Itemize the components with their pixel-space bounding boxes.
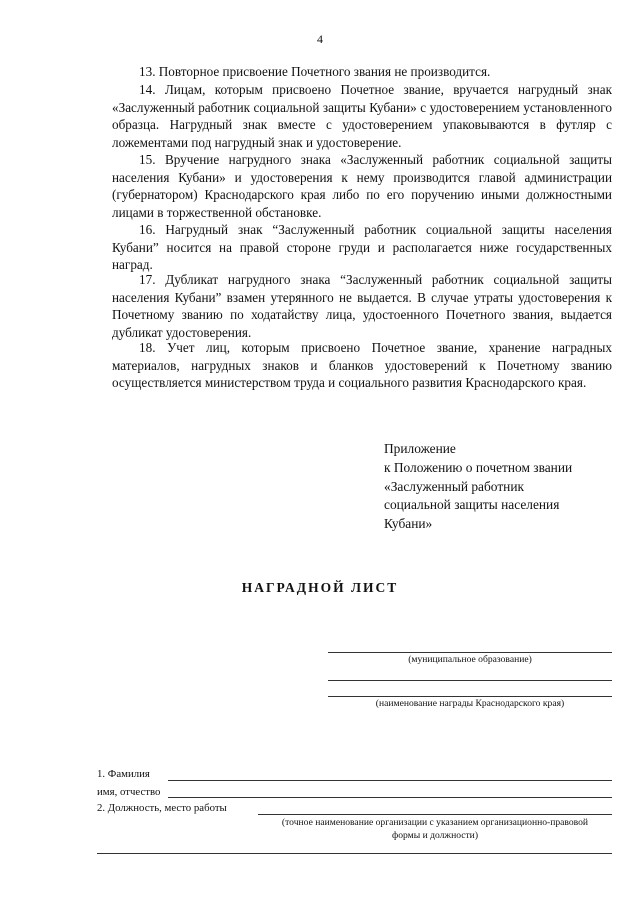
appendix-note [384, 440, 624, 534]
award-caption: (наименование награды Краснодарского края) [375, 698, 565, 709]
position-caption [258, 816, 612, 842]
position-field-line-2[interactable] [97, 853, 612, 854]
appendix-line: Приложение [384, 441, 456, 456]
appendix-line: социальной защиты населения [384, 497, 560, 513]
position-field[interactable] [258, 814, 612, 815]
form-title: НАГРАДНОЙ ЛИСТ [241, 580, 399, 595]
paragraph-18: 18. Учет лиц, которым присвоено Почетное звание, хранение наградных материалов, нагрудных знаков и бланков удостоверений к Почетному званию осуществляется министерством труда и социального развития Краснодарского края. [112, 340, 612, 391]
name-patronymic-label: имя, отчество [97, 786, 161, 798]
paragraph-14: 14. Лицам, которым присвоено Почетное звание, вручается нагрудный знак «Заслуженный работник социальной защиты Кубани» с удостоверением установленного образца. Нагрудный знак вместе с удостоверением упаковываются в футляр с ложементами под нагрудный знак и удостоверение. [112, 82, 612, 150]
surname-label: 1. Фамилия [97, 768, 150, 780]
appendix-line: к Положению о почетном звании [384, 459, 573, 475]
paragraph-13: 13. Повторное присвоение Почетного звания не производится. [139, 64, 491, 79]
position-caption-line: (точное наименование организации с указанием организационно-правовой [281, 817, 589, 828]
municipality-caption: (муниципальное образование) [408, 654, 532, 665]
municipality-field[interactable] [328, 652, 612, 653]
position-caption-line: формы и должности) [391, 830, 479, 841]
paragraph-16: 16. Нагрудный знак “Заслуженный работник социальной защиты населения Кубани” носится на правой стороне груди и располагается ниже государственных наград. [112, 222, 612, 273]
paragraph-15: 15. Вручение нагрудного знака «Заслуженный работник социальной защиты населения Кубани» и удостоверения к нему производится главой администрации (губернатором) Краснодарского края либо по его поручению иными должностными лицами в торжественной обстановке. [112, 152, 612, 220]
page-number: 4 [317, 32, 323, 46]
position-label: 2. Должность, место работы [97, 802, 227, 814]
award-field-line-2[interactable] [328, 696, 612, 697]
appendix-line: Кубани» [384, 516, 433, 532]
award-field-line-1[interactable] [328, 680, 612, 681]
name-patronymic-field[interactable] [168, 797, 612, 798]
surname-field[interactable] [168, 780, 612, 781]
appendix-line: «Заслуженный работник [384, 478, 525, 494]
paragraph-17: 17. Дубликат нагрудного знака “Заслуженный работник социальной защиты населения Кубани” взамен утерянного не выдается. В случае утраты удостоверения к Почетному званию по ходатайству лица, удостоенного Почетного звания, выдается дубликат удостоверения. [112, 272, 612, 340]
